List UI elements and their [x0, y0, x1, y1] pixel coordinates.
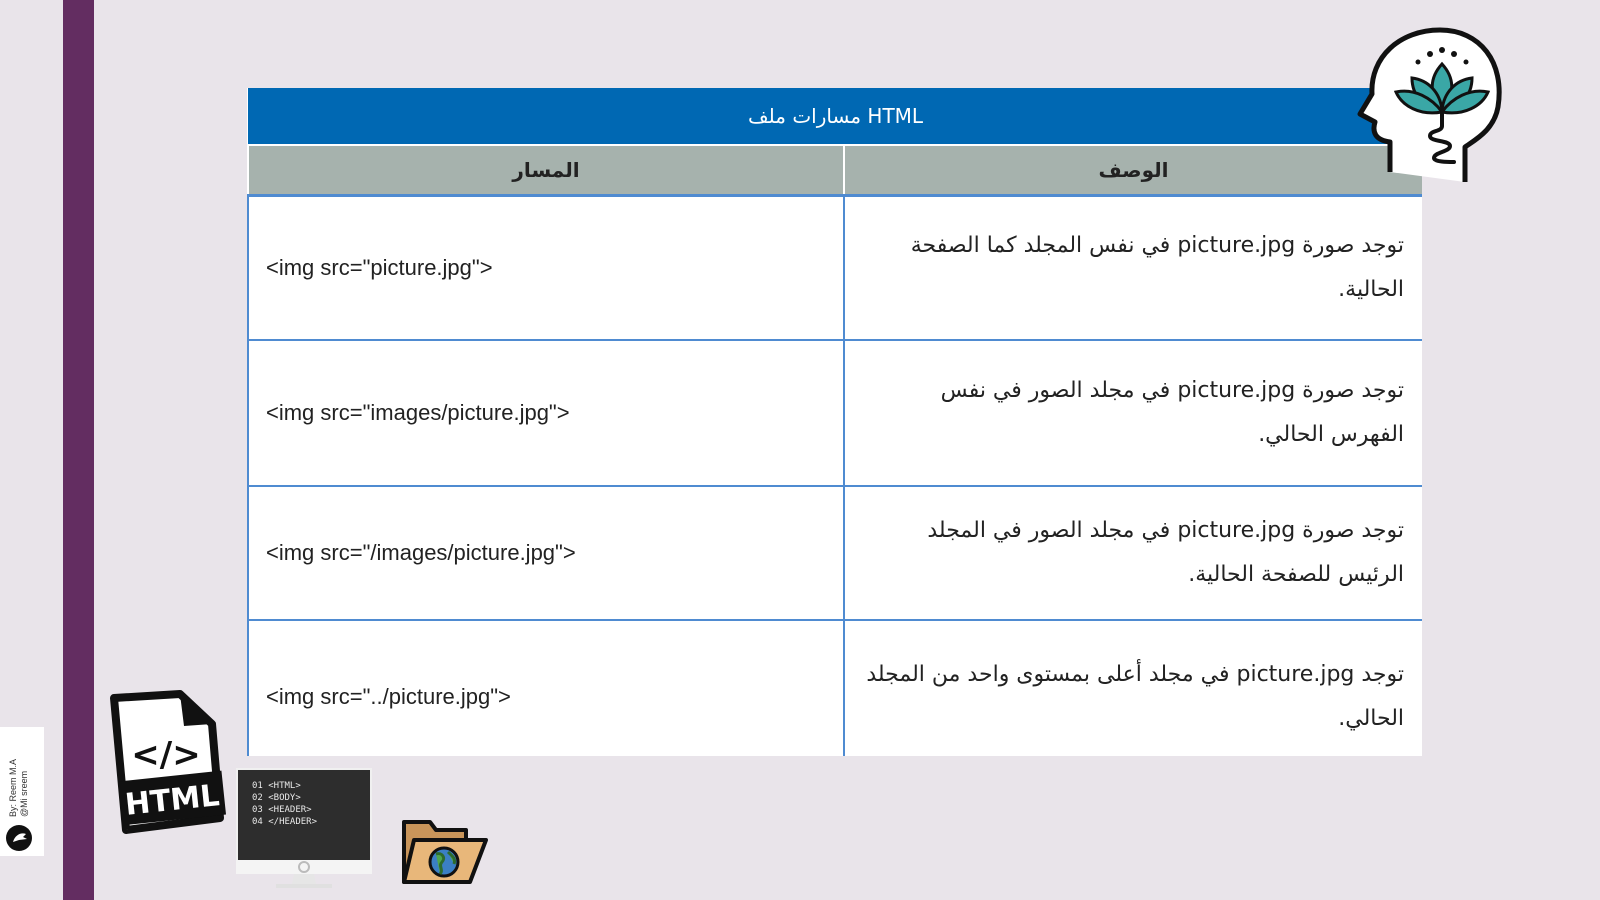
description-cell: توجد صورة picture.jpg في مجلد الصور في المجلد الرئيس للصفحة الحالية. — [844, 486, 1422, 620]
path-cell: <img src="/images/picture.jpg"> — [248, 486, 844, 620]
description-cell: توجد صورة picture.jpg في مجلد الصور في نفس الفهرس الحالي. — [844, 340, 1422, 486]
side-bar — [63, 0, 94, 900]
html-file-icon — [108, 690, 228, 840]
mind-lotus-icon — [1350, 22, 1510, 192]
table-row — [248, 486, 1422, 620]
code-line: 03 <HEADER> — [252, 805, 312, 815]
path-column-header: المسار — [248, 145, 844, 196]
paths-table — [247, 88, 1422, 756]
html-symbol: </> — [131, 735, 201, 775]
description-cell: توجد صورة picture.jpg في نفس المجلد كما الصفحة الحالية. — [844, 196, 1422, 341]
monitor-screen — [236, 768, 372, 864]
folder-globe-icon — [400, 812, 490, 890]
table-row — [248, 196, 1422, 341]
path-cell: <img src="../picture.jpg"> — [248, 620, 844, 756]
description-cell: توجد picture.jpg في مجلد أعلى بمستوى واحد من المجلد الحالي. — [844, 620, 1422, 756]
code-line: 02 <BODY> — [252, 793, 301, 803]
code-monitor-icon — [236, 768, 372, 890]
description-column-header: الوصف — [844, 145, 1422, 196]
table-title-row — [248, 88, 1422, 145]
monitor-code — [252, 780, 317, 828]
credit-line-1: By: Reem M.A — [8, 758, 18, 817]
table-title: مسارات ملف HTML — [248, 88, 1422, 145]
table-row — [248, 620, 1422, 756]
credit-logo-icon — [4, 823, 34, 853]
credit-badge — [0, 727, 44, 856]
monitor-stand-icon — [236, 860, 372, 890]
code-line: 01 <HTML> — [252, 781, 301, 791]
table-row — [248, 340, 1422, 486]
code-line: 04 </HEADER> — [252, 817, 318, 827]
paths-table-container — [247, 88, 1422, 756]
credit-text — [8, 759, 30, 817]
path-cell: <img src="images/picture.jpg"> — [248, 340, 844, 486]
path-cell: <img src="picture.jpg"> — [248, 196, 844, 341]
table-header-row — [248, 145, 1422, 196]
html-label: HTML — [123, 778, 222, 823]
credit-line-2: @Mi sreem — [19, 770, 29, 817]
